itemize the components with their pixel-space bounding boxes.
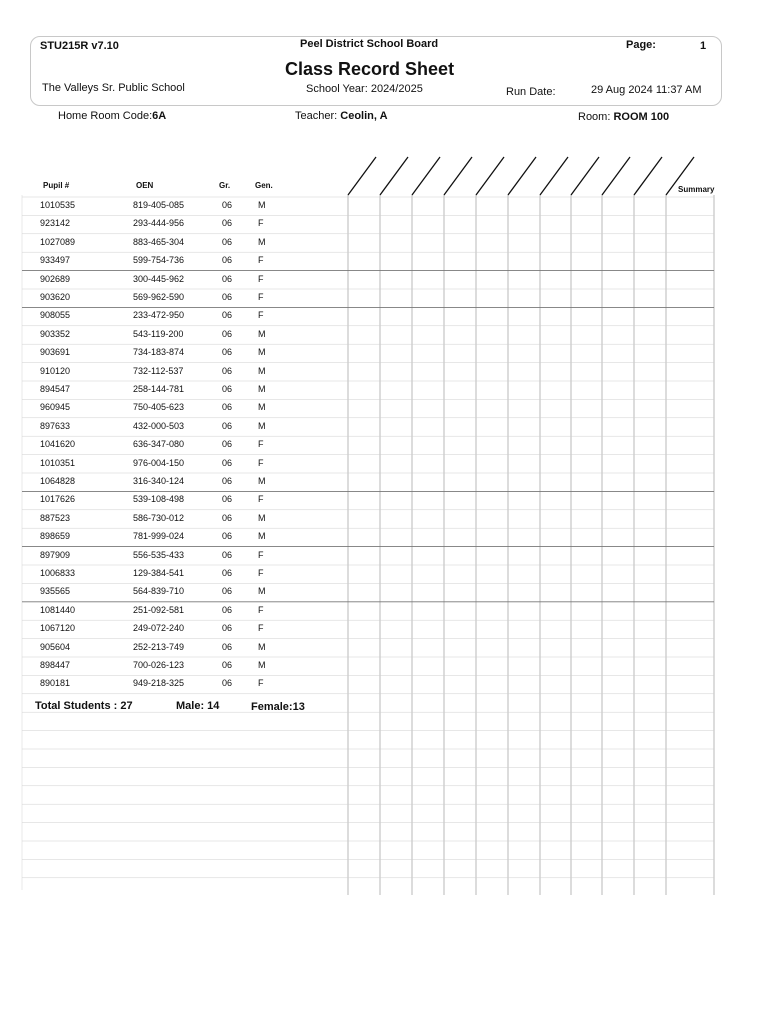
table-row [0, 550, 340, 564]
table-row [0, 218, 340, 232]
gender: M [258, 641, 266, 652]
pupil-number: 1067120 [40, 623, 76, 634]
grid-header-slant [540, 157, 568, 195]
oen-number: 251-092-581 [133, 604, 185, 615]
run-date: 29 Aug 2024 11:37 AM [591, 84, 702, 96]
table-row [0, 366, 340, 380]
table-row [0, 439, 340, 453]
grade: 06 [222, 568, 233, 578]
gender: F [258, 604, 264, 615]
pupil-number: 910120 [40, 365, 71, 376]
pupil-number: 933497 [40, 255, 71, 266]
column-header-gender: Gen. [255, 181, 273, 190]
grid-header-slant [412, 157, 440, 195]
oen-number: 129-384-541 [133, 568, 185, 578]
pupil-number: 887523 [40, 512, 71, 523]
page-title: Class Record Sheet [285, 59, 455, 79]
table-row [0, 237, 340, 251]
total-female: Female:13 [251, 701, 305, 713]
grade: 06 [222, 402, 233, 413]
oen-number: 258-144-781 [133, 384, 185, 394]
school-name: The Valleys Sr. Public School [42, 82, 185, 94]
column-header-oen: OEN [136, 181, 154, 190]
pupil-number: 908055 [40, 310, 71, 321]
table-row [0, 586, 340, 600]
grade: 06 [222, 236, 233, 247]
pupil-number: 1064828 [40, 476, 76, 486]
grid-header-slant [634, 157, 662, 195]
table-row [0, 605, 340, 619]
gender: M [258, 660, 266, 670]
table-row [0, 402, 340, 416]
pupil-number: 923142 [40, 218, 71, 229]
grade: 06 [222, 439, 233, 450]
oen-number: 949-218-325 [133, 678, 185, 689]
pupil-number: 1010535 [40, 200, 76, 210]
pupil-number: 1081440 [40, 604, 76, 615]
grade: 06 [222, 255, 233, 266]
pupil-number: 903620 [40, 292, 71, 302]
gender: F [258, 549, 264, 560]
pupil-number: 903352 [40, 328, 71, 339]
grade: 06 [222, 200, 233, 210]
oen-number: 819-405-085 [133, 200, 185, 210]
table-row [0, 642, 340, 656]
oen-number: 252-213-749 [133, 641, 185, 652]
report-code: STU215R v7.10 [40, 40, 119, 52]
table-row [0, 458, 340, 472]
oen-number: 543-119-200 [133, 328, 184, 339]
grid-header-slant [380, 157, 408, 195]
gender: M [258, 347, 266, 358]
table-row [0, 347, 340, 361]
table-row [0, 531, 340, 545]
column-header-grade: Gr. [219, 181, 231, 190]
grade: 06 [222, 365, 233, 376]
pupil-number: 897633 [40, 420, 71, 431]
pupil-number: 898659 [40, 531, 71, 542]
gender: F [258, 568, 264, 578]
oen-number: 781-999-024 [133, 531, 185, 542]
table-row [0, 255, 340, 269]
table-row [0, 310, 340, 324]
gender: M [258, 365, 266, 376]
gender: F [258, 678, 264, 689]
pupil-number: 1027089 [40, 236, 76, 247]
total-male: Male: 14 [176, 700, 220, 712]
pupil-number: 905604 [40, 641, 71, 652]
oen-number: 599-754-736 [133, 255, 185, 266]
oen-number: 586-730-012 [133, 512, 185, 523]
pupil-number: 935565 [40, 586, 71, 597]
gender: F [258, 255, 264, 266]
gender: F [258, 292, 264, 302]
pupil-number: 1017626 [40, 494, 76, 505]
oen-number: 750-405-623 [133, 402, 185, 413]
gender: F [258, 494, 264, 505]
grade: 06 [222, 420, 233, 431]
run-date-label: Run Date: [506, 86, 556, 98]
oen-number: 700-026-123 [133, 660, 185, 670]
pupil-number: 1041620 [40, 439, 76, 450]
oen-number: 883-465-304 [133, 236, 185, 247]
pupil-number: 897909 [40, 549, 71, 560]
gender: F [258, 218, 264, 229]
grade: 06 [222, 347, 233, 358]
teacher-label: Teacher: [295, 110, 338, 122]
table-row [0, 292, 340, 306]
gender: M [258, 476, 266, 486]
grid-header-slant [476, 157, 504, 195]
pupil-number: 894547 [40, 384, 71, 394]
oen-number: 316-340-124 [133, 476, 185, 486]
oen-number: 539-108-498 [133, 494, 185, 505]
column-header-pupil: Pupil # [43, 181, 70, 190]
pupil-number: 1010351 [40, 457, 76, 468]
grade: 06 [222, 494, 233, 505]
grade: 06 [222, 586, 233, 597]
table-row [0, 678, 340, 692]
gender: M [258, 236, 266, 247]
pupil-number: 902689 [40, 273, 71, 284]
gender: F [258, 310, 264, 321]
room-value: ROOM 100 [613, 111, 670, 123]
grade: 06 [222, 623, 233, 634]
table-row [0, 476, 340, 490]
oen-number: 732-112-537 [133, 365, 184, 376]
page-label: Page: [626, 39, 656, 51]
table-row [0, 568, 340, 582]
column-header-summary: Summary [678, 185, 715, 194]
gender: F [258, 623, 264, 634]
home-room-label: Home Room Code: [58, 110, 153, 122]
table-row [0, 421, 340, 435]
grade: 06 [222, 660, 233, 670]
gender: M [258, 200, 266, 210]
pupil-number: 960945 [40, 402, 71, 413]
gender: M [258, 531, 266, 542]
gender: M [258, 402, 266, 413]
grade: 06 [222, 512, 233, 523]
oen-number: 432-000-503 [133, 420, 185, 431]
grid-header-slant [602, 157, 630, 195]
grade: 06 [222, 531, 233, 542]
pupil-number: 1006833 [40, 568, 76, 578]
grade: 06 [222, 384, 233, 394]
school-year: School Year: 2024/2025 [306, 83, 423, 95]
grade: 06 [222, 218, 233, 229]
grid-header-slant [571, 157, 599, 195]
gender: F [258, 273, 264, 284]
page-number: 1 [700, 40, 707, 52]
gender: M [258, 420, 266, 431]
table-row [0, 623, 340, 637]
gender: F [258, 439, 264, 450]
grade: 06 [222, 457, 233, 468]
gender: M [258, 512, 266, 523]
oen-number: 249-072-240 [133, 623, 185, 634]
grade: 06 [222, 476, 233, 486]
table-row [0, 200, 340, 214]
table-row [0, 660, 340, 674]
room-label: Room: [578, 111, 611, 123]
gender: M [258, 328, 266, 339]
oen-number: 293-444-956 [133, 218, 185, 229]
grade: 06 [222, 549, 233, 560]
gender: F [258, 457, 264, 468]
teacher-name: Ceolin, A [340, 110, 388, 122]
total-students: Total Students : 27 [35, 700, 133, 712]
oen-number: 233-472-950 [133, 310, 185, 321]
board-name: Peel District School Board [300, 38, 439, 50]
gender: M [258, 384, 266, 394]
oen-number: 300-445-962 [133, 273, 185, 284]
grid-header-slant [508, 157, 536, 195]
oen-number: 564-839-710 [133, 586, 185, 597]
grade: 06 [222, 641, 233, 652]
oen-number: 556-535-433 [133, 549, 185, 560]
oen-number: 569-962-590 [133, 292, 185, 302]
home-room-value: 6A [152, 110, 167, 122]
pupil-number: 903691 [40, 347, 71, 358]
table-row [0, 494, 340, 508]
grade: 06 [222, 273, 233, 284]
oen-number: 976-004-150 [133, 457, 185, 468]
grade: 06 [222, 310, 233, 321]
grid-header-slant [348, 157, 376, 195]
grade: 06 [222, 678, 233, 689]
table-row [0, 513, 340, 527]
gender: M [258, 586, 266, 597]
grade: 06 [222, 604, 233, 615]
grid-header-slant [444, 157, 472, 195]
table-row [0, 384, 340, 398]
oen-number: 636-347-080 [133, 439, 185, 450]
pupil-number: 898447 [40, 660, 71, 670]
table-row [0, 329, 340, 343]
grade: 06 [222, 328, 233, 339]
pupil-number: 890181 [40, 678, 71, 689]
grade: 06 [222, 292, 233, 302]
oen-number: 734-183-874 [133, 347, 185, 358]
table-row [0, 274, 340, 288]
